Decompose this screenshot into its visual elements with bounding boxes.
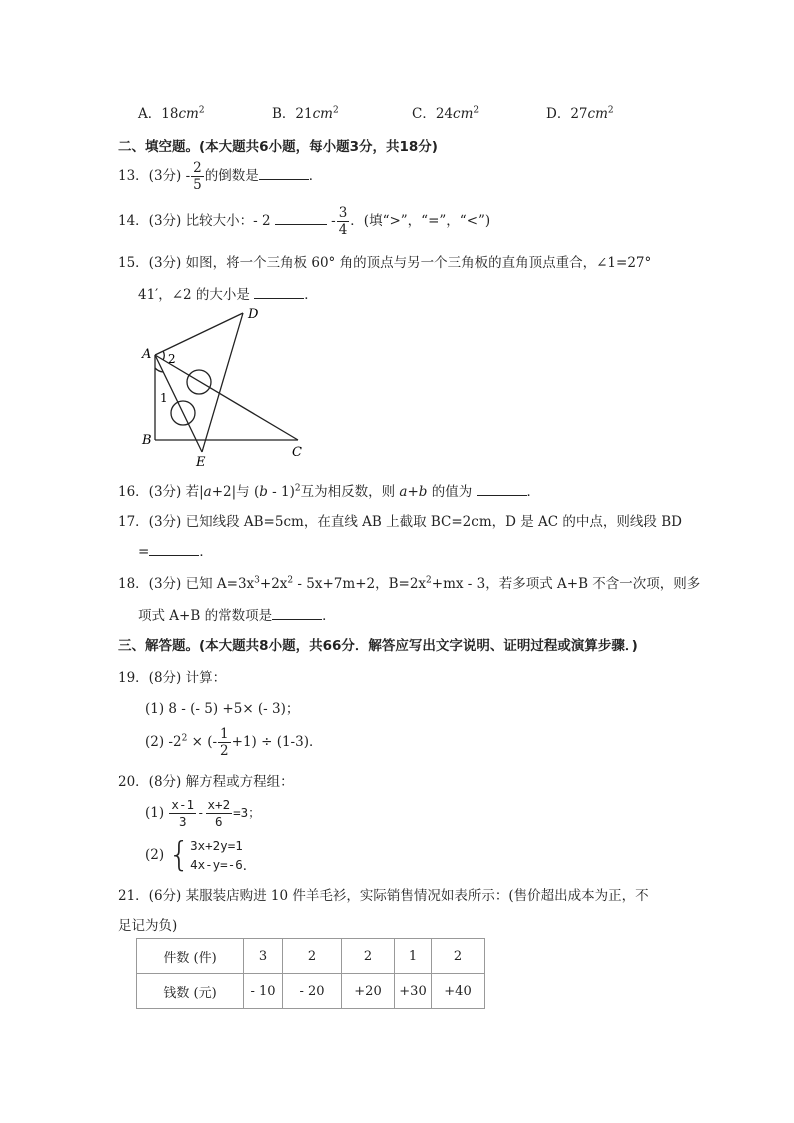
q18-text-b: +2x	[259, 576, 288, 592]
q19-p2-exp: 2	[181, 733, 188, 744]
triangle-figure	[138, 306, 318, 472]
q17-answer-blank[interactable]	[149, 543, 199, 556]
table-cell: 3	[244, 939, 283, 974]
q13-numerator: 2	[193, 160, 202, 176]
table-row	[137, 939, 485, 974]
table-row	[137, 974, 485, 1009]
q16-mid3: 互为相反数，则	[300, 484, 400, 500]
q14-prefix: 14．(3分) 比较大小：- 2	[118, 213, 271, 229]
table-cell: +20	[342, 974, 395, 1009]
table-cell: 1	[395, 939, 432, 974]
q17-line2	[138, 540, 213, 560]
q18-text-a: 18．(3分) 已知 A=3x	[118, 576, 255, 592]
q19-fraction	[218, 726, 231, 759]
option-a-exp: 2	[198, 105, 205, 116]
label-a: A	[142, 347, 152, 362]
q13	[118, 160, 322, 193]
table-cell: 2	[283, 939, 342, 974]
q17-equals: =	[138, 544, 150, 560]
q13-suffix: 的倒数是	[204, 168, 259, 184]
q18-line1	[118, 572, 700, 592]
q12-option-a	[138, 102, 205, 122]
q19-part2	[145, 726, 322, 759]
option-b-exp: 2	[332, 105, 339, 116]
q18-end: ．	[322, 608, 336, 624]
q20-f2-numerator: x+2	[207, 797, 231, 812]
q20-fraction-1	[169, 797, 196, 830]
q19-p2-text-c: +1) ÷ (1-3)．	[231, 734, 323, 750]
table-row-header: 件数 (件)	[137, 939, 244, 974]
q18-line2-text: 项式 A+B 的常数项是	[138, 608, 273, 624]
q19-p2-text-a: (2) -2	[145, 734, 182, 750]
option-c-exp: 2	[473, 105, 480, 116]
hole-circle-upper	[187, 370, 211, 394]
q19-denominator: 2	[220, 743, 229, 759]
q15-line2-text: 41′，∠2 的大小是	[138, 287, 250, 303]
q20-equation-1: 3x+2y=1	[190, 838, 243, 853]
table-row-header: 钱数 (元)	[137, 974, 244, 1009]
table-cell: - 20	[283, 974, 342, 1009]
q14	[118, 205, 490, 238]
q14-suffix: ．(填“>”，“=”，“<”)	[350, 213, 491, 229]
q14-minus: -	[331, 213, 336, 229]
q20-part1	[145, 797, 261, 830]
q18-exp3: 2	[426, 575, 432, 586]
angle-1-label: 1	[160, 391, 168, 405]
q20-minus: -	[197, 805, 205, 820]
q19-part1: (1) 8 - (- 5) +5× (- 3)；	[145, 701, 300, 717]
q20-p2-label: (2)	[145, 847, 165, 863]
q21-line1: 21．(6分) 某服装店购进 10 件羊毛衫，实际销售情况如表所示：(售价超出成本为正，不	[118, 888, 649, 904]
table-cell: +30	[395, 974, 432, 1009]
q20-f2-denominator: 6	[215, 814, 223, 829]
q18-text-c: - 5x+7m+2，B=2x	[293, 576, 427, 592]
q13-end: ．	[308, 168, 323, 184]
q16-answer-blank[interactable]	[477, 483, 527, 496]
q16-prefix: 16．(3分) 若|	[118, 484, 204, 500]
q19-numerator: 1	[220, 726, 229, 742]
q20-p1-label: (1)	[145, 805, 165, 821]
q13-denominator: 5	[193, 177, 202, 193]
q13-answer-blank[interactable]	[259, 167, 309, 180]
q14-answer-blank[interactable]	[275, 212, 327, 225]
system-brace-icon: {	[168, 835, 191, 875]
segment-de	[202, 313, 243, 452]
q20-fraction-2	[206, 797, 233, 830]
q16-var-a: a	[203, 484, 212, 500]
q12-option-b	[272, 102, 339, 122]
q16	[118, 480, 540, 500]
q14-numerator: 3	[338, 205, 348, 221]
q16-suffix: 的值为	[427, 484, 473, 500]
q13-fraction	[191, 160, 204, 193]
option-c-text: C．24	[412, 106, 454, 122]
q18-text-d: +mx - 3，若多项式 A+B 不含一次项，则多	[431, 576, 701, 592]
angle-2-arc	[163, 351, 164, 360]
q17-end: ．	[199, 544, 213, 560]
q20-equation-2: 4x-y=-6	[190, 857, 243, 872]
table-cell: 2	[432, 939, 485, 974]
q16-sum-b: b	[418, 484, 428, 500]
option-c-unit: cm	[453, 106, 474, 122]
q18-exp2: 2	[287, 575, 294, 586]
angle-2-label: 2	[168, 352, 176, 366]
q20-title: 20．(8分) 解方程或方程组：	[118, 774, 294, 790]
q20-p1-end: =3；	[233, 805, 261, 820]
q15-line1: 15．(3分) 如图，将一个三角板 60° 角的顶点与另一个三角板的直角顶点重合，∠1=27°	[118, 255, 652, 271]
q16-plus: +	[407, 484, 419, 500]
q20-equation-system	[190, 836, 243, 874]
option-d-text: D．27	[546, 106, 588, 122]
option-b-text: B．21	[272, 106, 313, 122]
sales-table	[136, 938, 485, 1009]
q17-line1: 17．(3分) 已知线段 AB=5cm，在直线 AB 上截取 BC=2cm，D 是 AC 的中点，则线段 BD	[118, 514, 682, 530]
q18-answer-blank[interactable]	[272, 607, 322, 620]
q18-line2	[138, 604, 336, 624]
section2-heading: 二、填空题。(本大题共6小题，每小题3分，共18分)	[118, 139, 438, 155]
q12-option-c	[412, 102, 479, 122]
option-a-text: A．18	[138, 106, 179, 122]
table-cell: +40	[432, 974, 485, 1009]
q20-p2-end: ．	[242, 858, 257, 874]
label-e: E	[196, 455, 206, 470]
q15-line2	[138, 283, 318, 303]
q21-line2: 足记为负)	[118, 918, 178, 934]
q15-answer-blank[interactable]	[254, 286, 304, 299]
q16-mid2: - 1)	[267, 484, 295, 500]
q16-exp: 2	[294, 483, 301, 494]
q20-f1-denominator: 3	[178, 814, 187, 829]
label-b: B	[142, 433, 152, 448]
option-a-unit: cm	[178, 106, 199, 122]
q19-title: 19．(8分) 计算：	[118, 670, 227, 686]
table-cell: 2	[342, 939, 395, 974]
q16-end: ．	[526, 484, 541, 500]
q18-exp1: 3	[254, 575, 260, 586]
option-b-unit: cm	[312, 106, 333, 122]
option-d-unit: cm	[587, 106, 608, 122]
label-d: D	[248, 307, 259, 322]
q15-end: ．	[304, 287, 318, 303]
q19-p2-text-b: × (-	[187, 734, 218, 750]
q13-prefix: 13．(3分) -	[118, 168, 191, 184]
option-d-exp: 2	[607, 105, 614, 116]
segment-ad	[155, 313, 243, 355]
q14-fraction	[337, 205, 350, 238]
q14-denominator: 4	[338, 222, 348, 238]
q16-mid: +2|与 (	[211, 484, 260, 500]
section3-heading: 三、解答题。(本大题共8小题，共66分．解答应写出文字说明、证明过程或演算步骤．)	[118, 638, 638, 654]
q12-option-d	[546, 102, 614, 122]
table-cell: - 10	[244, 974, 283, 1009]
label-c: C	[292, 445, 302, 460]
q16-var-b: b	[259, 484, 268, 500]
q16-sum-a: a	[399, 484, 408, 500]
q20-part2	[145, 836, 256, 874]
q20-f1-numerator: x-1	[171, 797, 194, 812]
